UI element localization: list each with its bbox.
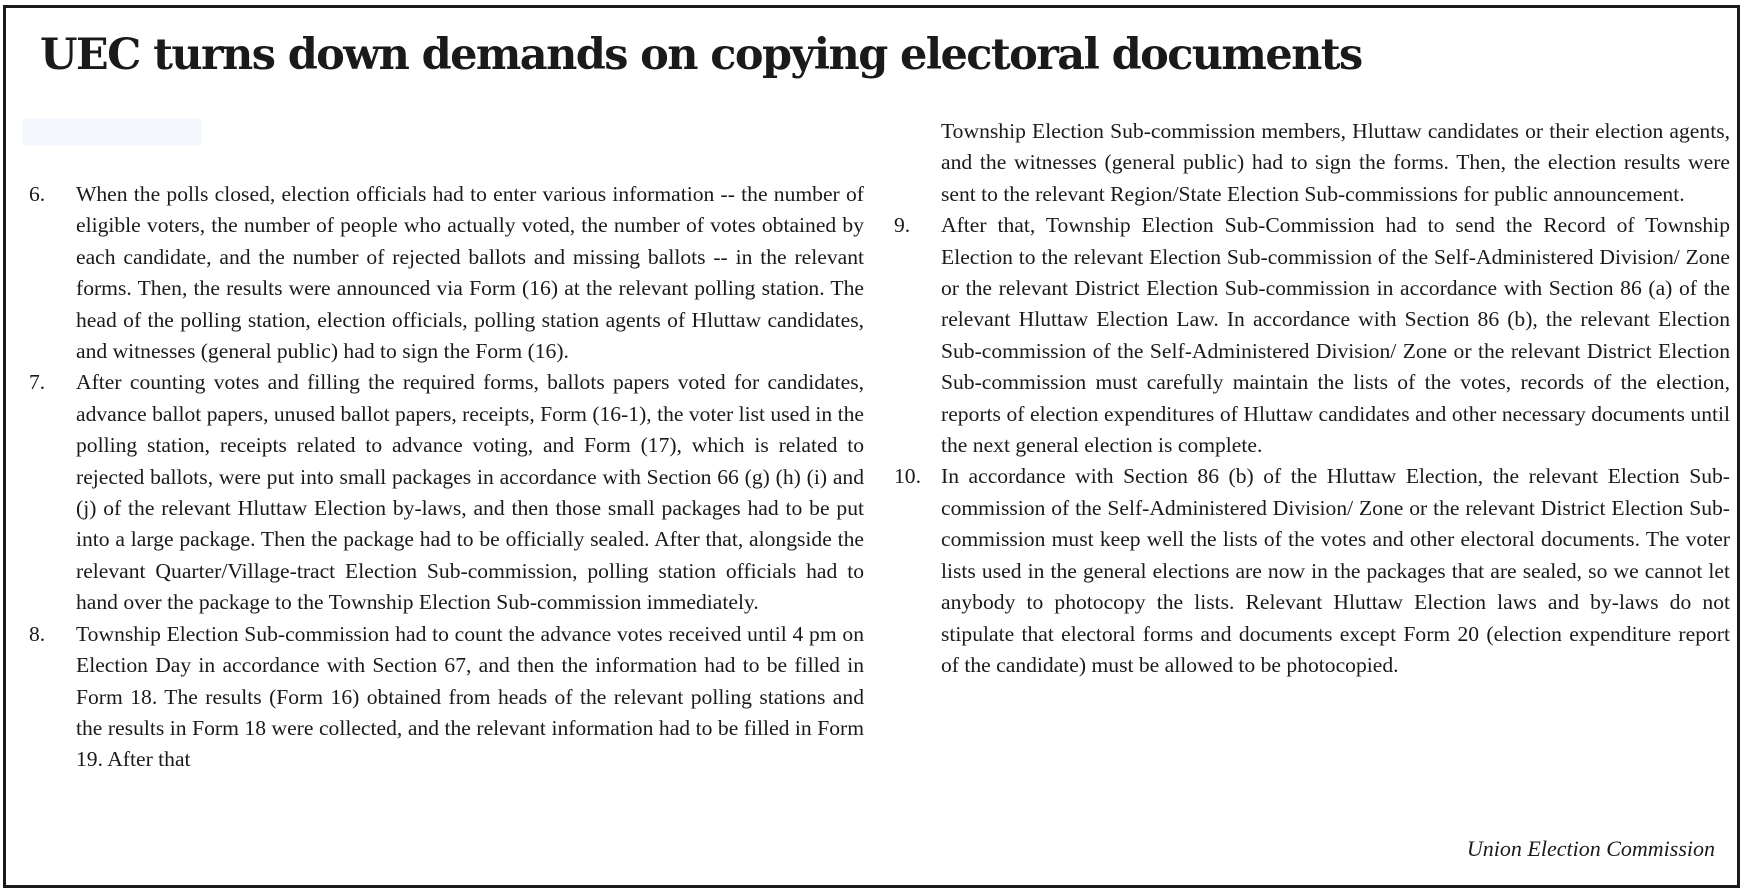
item-number: 9. [894, 213, 911, 238]
item-number: 7. [29, 370, 46, 395]
paragraph-6 [29, 179, 864, 367]
article-frame [3, 5, 1740, 888]
paragraph-9 [894, 210, 1730, 461]
paragraph-8 [29, 619, 864, 776]
paragraph-text: Township Election Sub-commission had to count the advance votes received until 4 pm on Election Day in accordance with Section 67, and then the information had to be filled in Form 18. The results (Form 16) obtained from heads of the relevant polling stations and the results in Form 18 were collected, and the relevant information had to be filled in Form 19. After that [76, 621, 864, 772]
item-number: 10. [894, 464, 921, 489]
left-column [29, 179, 864, 776]
item-number: 6. [29, 182, 46, 206]
scan-smudge [22, 118, 202, 146]
paragraph-text: After that, Township Election Sub-Commission had to send the Record of Township Election to the relevant Election Sub-commission of the Self-Administered Division/ Zone or the relevant District Election Sub-commission in accordance with Section 86 (a) of the relevant Hluttaw Election Law. In accordance with Section 86 (b), the relevant Election Sub-commission of the Self-Administered Division/ Zone or the relevant District Election Sub-commission must carefully maintain the lists of the votes, records of the election, reports of election expenditures of Hluttaw candidates and other necessary documents until the next general election is complete. [941, 213, 1730, 458]
paragraph-text: After counting votes and filling the required forms, ballots papers voted for candidates, advance ballot papers, unused ballot papers, receipts, Form (16-1), the voter list used in the polling station, receipts related to advance voting, and Form (17), which is related to rejected ballots, were put into small packages in accordance with Section 66 (g) (h) (i) and (j) of the relevant Hluttaw Election by-laws, and then those small packages had to be put into a large package. Then the package had to be officially sealed. After that, alongside the relevant Quarter/Village-tract Election Sub-commission, polling station officials had to hand over the package to the Township Election Sub-commission immediately. [76, 370, 864, 615]
paragraph-text: In accordance with Section 86 (b) of the Hluttaw Election, the relevant Election Sub-commission of the Self-Administered Division/ Zone or the relevant District Election Sub-commission must keep well the lists of the votes and other electoral documents. The voter lists used in the general elections are now in the packages that are sealed, so we cannot let anybody to photocopy the lists. Relevant Hluttaw Election laws and by-laws do not stipulate that electoral forms and documents except Form 20 (election expenditure report of the candidate) must be allowed to be photocopied. [941, 464, 1730, 677]
item-number: 8. [29, 621, 46, 646]
paragraph-7 [29, 367, 864, 618]
paragraph-8-continuation: Township Election Sub-commission members, Hluttaw candidates or their election agents, and the witnesses (general public) had to sign the forms. Then, the election results were sent to the relevant Region/State Election Sub-commissions for public announcement. [941, 119, 1730, 206]
headline: UEC turns down demands on copying electoral documents [40, 30, 1362, 80]
right-column [894, 116, 1730, 681]
paragraph-text: When the polls closed, election officials had to enter various information -- the number of eligible voters, the number of people who actually voted, the number of votes obtained by each candidate, and the number of rejected ballots and missing ballots -- in the relevant forms. Then, the results were announced via Form (16) at the relevant polling station. The head of the polling station, election officials, polling station agents of Hluttaw candidates, and witnesses (general public) had to sign the Form (16). [76, 182, 864, 364]
paragraph-10 [894, 461, 1730, 681]
signature: Union Election Commission [1466, 836, 1715, 861]
